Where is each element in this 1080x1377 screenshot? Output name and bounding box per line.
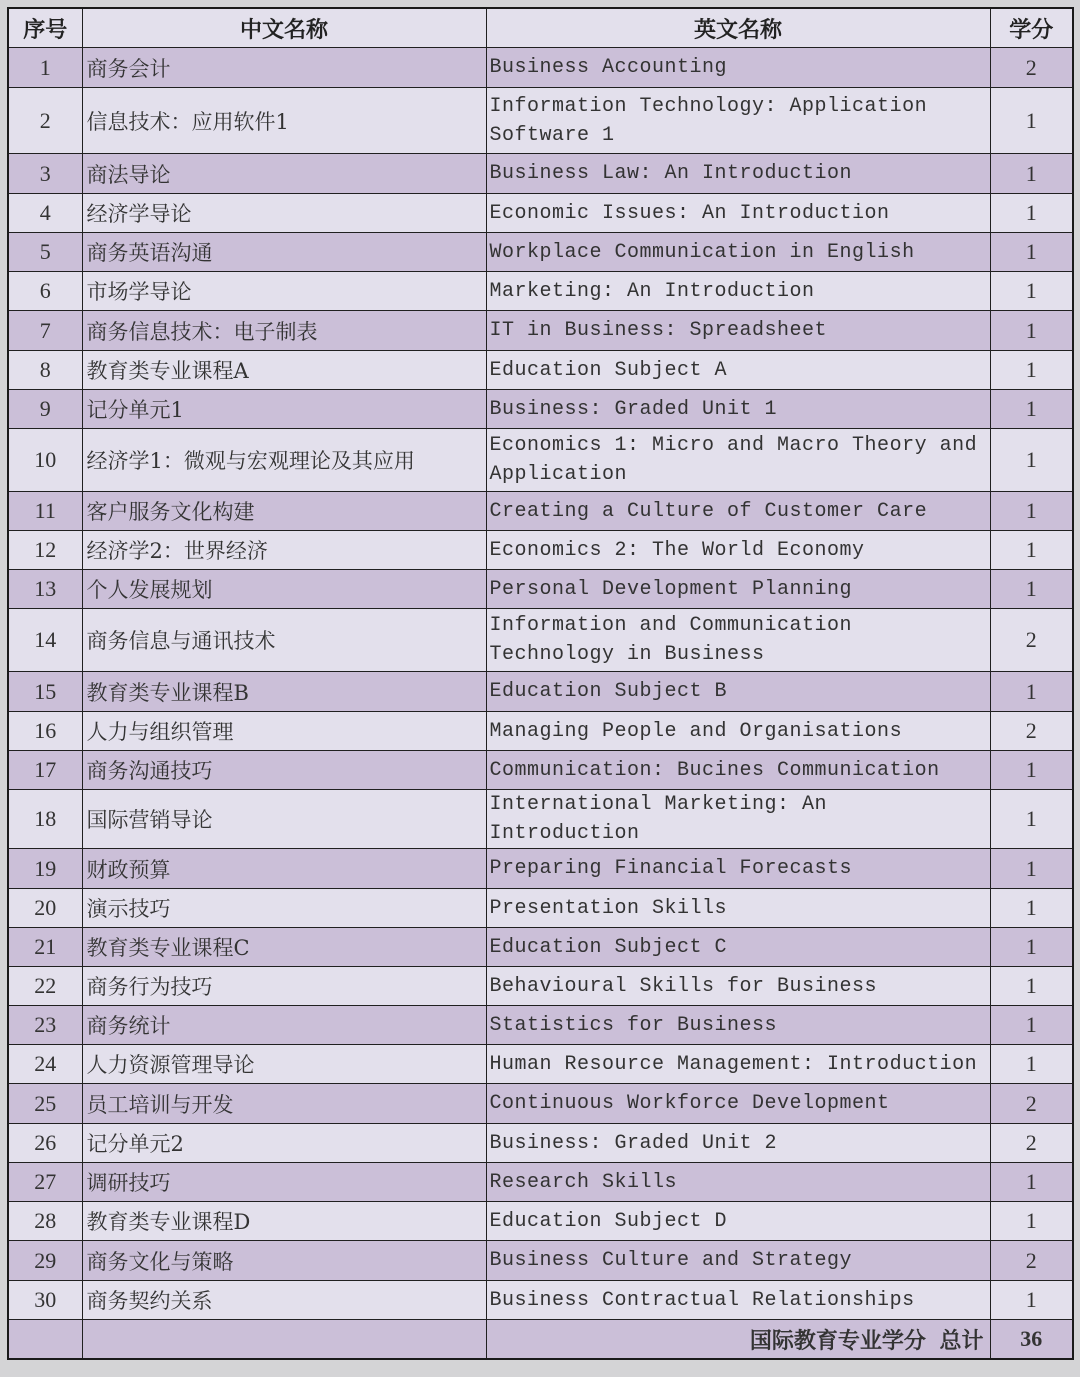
english-course-name: Information Technology: Application Software 1 xyxy=(486,88,990,154)
row-number: 22 xyxy=(8,967,82,1006)
table-row xyxy=(8,48,1073,88)
credit-value: 1 xyxy=(990,751,1073,790)
credit-value: 1 xyxy=(990,351,1073,390)
credit-value: 1 xyxy=(990,272,1073,311)
course-credit-table xyxy=(7,7,1074,1360)
credit-value: 1 xyxy=(990,390,1073,429)
chinese-course-name: 教育类专业课程D xyxy=(82,1202,486,1241)
chinese-course-name: 商务会计 xyxy=(82,48,486,88)
credit-value: 1 xyxy=(990,233,1073,272)
chinese-course-name: 教育类专业课程B xyxy=(82,672,486,712)
table-row xyxy=(8,194,1073,233)
chinese-course-name: 经济学2：世界经济 xyxy=(82,531,486,570)
row-number: 29 xyxy=(8,1241,82,1281)
table-row xyxy=(8,233,1073,272)
table-row xyxy=(8,1202,1073,1241)
table-row xyxy=(8,351,1073,390)
credit-value: 1 xyxy=(990,1163,1073,1202)
table-row xyxy=(8,1084,1073,1124)
row-number: 17 xyxy=(8,751,82,790)
chinese-course-name: 演示技巧 xyxy=(82,889,486,928)
row-number: 18 xyxy=(8,790,82,849)
credit-value: 1 xyxy=(990,849,1073,889)
table-row xyxy=(8,492,1073,531)
table-row xyxy=(8,672,1073,712)
row-number: 5 xyxy=(8,233,82,272)
chinese-course-name: 商法导论 xyxy=(82,154,486,194)
row-number: 7 xyxy=(8,311,82,351)
row-number: 25 xyxy=(8,1084,82,1124)
chinese-course-name: 人力与组织管理 xyxy=(82,712,486,751)
english-course-name: Managing People and Organisations xyxy=(486,712,990,751)
english-course-name: Education Subject B xyxy=(486,672,990,712)
english-course-name: International Marketing: An Introduction xyxy=(486,790,990,849)
row-number: 1 xyxy=(8,48,82,88)
row-number: 15 xyxy=(8,672,82,712)
table-row xyxy=(8,1241,1073,1281)
english-course-name: IT in Business: Spreadsheet xyxy=(486,311,990,351)
row-number: 16 xyxy=(8,712,82,751)
row-number: 6 xyxy=(8,272,82,311)
english-course-name: Communication: Bucines Communication xyxy=(486,751,990,790)
credit-value: 1 xyxy=(990,429,1073,492)
credit-value: 2 xyxy=(990,1241,1073,1281)
chinese-course-name: 商务契约关系 xyxy=(82,1281,486,1320)
chinese-course-name: 个人发展规划 xyxy=(82,570,486,609)
table-row xyxy=(8,429,1073,492)
table-row xyxy=(8,1124,1073,1163)
table-body xyxy=(8,48,1073,1320)
chinese-course-name: 员工培训与开发 xyxy=(82,1084,486,1124)
row-number: 10 xyxy=(8,429,82,492)
row-number: 23 xyxy=(8,1006,82,1045)
total-empty-no xyxy=(8,1320,82,1360)
total-row xyxy=(8,1320,1073,1360)
english-course-name: Human Resource Management: Introduction xyxy=(486,1045,990,1084)
row-number: 3 xyxy=(8,154,82,194)
english-course-name: Business Contractual Relationships xyxy=(486,1281,990,1320)
credit-value: 2 xyxy=(990,1124,1073,1163)
row-number: 24 xyxy=(8,1045,82,1084)
credit-value: 1 xyxy=(990,194,1073,233)
english-course-name: Behavioural Skills for Business xyxy=(486,967,990,1006)
english-course-name: Creating a Culture of Customer Care xyxy=(486,492,990,531)
table-row xyxy=(8,849,1073,889)
total-empty-zh xyxy=(82,1320,486,1360)
table-row xyxy=(8,390,1073,429)
english-course-name: Education Subject C xyxy=(486,928,990,967)
credit-value: 1 xyxy=(990,88,1073,154)
row-number: 26 xyxy=(8,1124,82,1163)
chinese-course-name: 教育类专业课程C xyxy=(82,928,486,967)
credit-value: 1 xyxy=(990,1045,1073,1084)
chinese-course-name: 商务信息技术：电子制表 xyxy=(82,311,486,351)
credit-value: 1 xyxy=(990,492,1073,531)
table-row xyxy=(8,570,1073,609)
row-number: 30 xyxy=(8,1281,82,1320)
row-number: 28 xyxy=(8,1202,82,1241)
english-course-name: Business: Graded Unit 1 xyxy=(486,390,990,429)
table-row xyxy=(8,889,1073,928)
table-row xyxy=(8,1045,1073,1084)
table-row xyxy=(8,531,1073,570)
credit-value: 1 xyxy=(990,531,1073,570)
header-credit: 学分 xyxy=(990,8,1073,48)
table-row xyxy=(8,88,1073,154)
header-chinese-name: 中文名称 xyxy=(82,8,486,48)
chinese-course-name: 商务文化与策略 xyxy=(82,1241,486,1281)
chinese-course-name: 商务沟通技巧 xyxy=(82,751,486,790)
english-course-name: Presentation Skills xyxy=(486,889,990,928)
table-row xyxy=(8,1006,1073,1045)
chinese-course-name: 商务信息与通讯技术 xyxy=(82,609,486,672)
total-value: 36 xyxy=(990,1320,1073,1360)
row-number: 27 xyxy=(8,1163,82,1202)
row-number: 2 xyxy=(8,88,82,154)
chinese-course-name: 记分单元1 xyxy=(82,390,486,429)
english-course-name: Business Accounting xyxy=(486,48,990,88)
credit-value: 2 xyxy=(990,1084,1073,1124)
credit-value: 2 xyxy=(990,712,1073,751)
table-row xyxy=(8,790,1073,849)
chinese-course-name: 商务统计 xyxy=(82,1006,486,1045)
english-course-name: Business Law: An Introduction xyxy=(486,154,990,194)
english-course-name: Marketing: An Introduction xyxy=(486,272,990,311)
english-course-name: Preparing Financial Forecasts xyxy=(486,849,990,889)
credit-value: 1 xyxy=(990,967,1073,1006)
credit-value: 1 xyxy=(990,928,1073,967)
table-row xyxy=(8,751,1073,790)
chinese-course-name: 信息技术：应用软件1 xyxy=(82,88,486,154)
chinese-course-name: 教育类专业课程A xyxy=(82,351,486,390)
table-header-row xyxy=(8,8,1073,48)
row-number: 12 xyxy=(8,531,82,570)
chinese-course-name: 记分单元2 xyxy=(82,1124,486,1163)
english-course-name: Business: Graded Unit 2 xyxy=(486,1124,990,1163)
english-course-name: Continuous Workforce Development xyxy=(486,1084,990,1124)
chinese-course-name: 经济学导论 xyxy=(82,194,486,233)
row-number: 8 xyxy=(8,351,82,390)
row-number: 13 xyxy=(8,570,82,609)
chinese-course-name: 市场学导论 xyxy=(82,272,486,311)
row-number: 19 xyxy=(8,849,82,889)
chinese-course-name: 调研技巧 xyxy=(82,1163,486,1202)
row-number: 21 xyxy=(8,928,82,967)
table-row xyxy=(8,154,1073,194)
row-number: 14 xyxy=(8,609,82,672)
row-number: 4 xyxy=(8,194,82,233)
english-course-name: Statistics for Business xyxy=(486,1006,990,1045)
table-row xyxy=(8,272,1073,311)
credit-value: 1 xyxy=(990,1006,1073,1045)
chinese-course-name: 客户服务文化构建 xyxy=(82,492,486,531)
credit-value: 1 xyxy=(990,1281,1073,1320)
chinese-course-name: 商务行为技巧 xyxy=(82,967,486,1006)
total-label: 国际教育专业学分 总计 xyxy=(486,1320,990,1360)
english-course-name: Economics 2: The World Economy xyxy=(486,531,990,570)
chinese-course-name: 经济学1：微观与宏观理论及其应用 xyxy=(82,429,486,492)
english-course-name: Workplace Communication in English xyxy=(486,233,990,272)
table-row xyxy=(8,928,1073,967)
english-course-name: Education Subject D xyxy=(486,1202,990,1241)
english-course-name: Education Subject A xyxy=(486,351,990,390)
english-course-name: Economics 1: Micro and Macro Theory and Application xyxy=(486,429,990,492)
chinese-course-name: 商务英语沟通 xyxy=(82,233,486,272)
credit-value: 1 xyxy=(990,154,1073,194)
credit-value: 1 xyxy=(990,889,1073,928)
english-course-name: Information and Communication Technology in Business xyxy=(486,609,990,672)
credit-value: 2 xyxy=(990,609,1073,672)
chinese-course-name: 财政预算 xyxy=(82,849,486,889)
english-course-name: Personal Development Planning xyxy=(486,570,990,609)
credit-value: 1 xyxy=(990,790,1073,849)
english-course-name: Business Culture and Strategy xyxy=(486,1241,990,1281)
english-course-name: Economic Issues: An Introduction xyxy=(486,194,990,233)
row-number: 9 xyxy=(8,390,82,429)
credit-value: 2 xyxy=(990,48,1073,88)
credit-value: 1 xyxy=(990,311,1073,351)
chinese-course-name: 国际营销导论 xyxy=(82,790,486,849)
table-row xyxy=(8,967,1073,1006)
table-row xyxy=(8,712,1073,751)
table-row xyxy=(8,1281,1073,1320)
header-no: 序号 xyxy=(8,8,82,48)
credit-value: 1 xyxy=(990,1202,1073,1241)
header-english-name: 英文名称 xyxy=(486,8,990,48)
table-row xyxy=(8,609,1073,672)
english-course-name: Research Skills xyxy=(486,1163,990,1202)
table-row xyxy=(8,311,1073,351)
row-number: 11 xyxy=(8,492,82,531)
credit-value: 1 xyxy=(990,570,1073,609)
credit-value: 1 xyxy=(990,672,1073,712)
chinese-course-name: 人力资源管理导论 xyxy=(82,1045,486,1084)
row-number: 20 xyxy=(8,889,82,928)
table-row xyxy=(8,1163,1073,1202)
